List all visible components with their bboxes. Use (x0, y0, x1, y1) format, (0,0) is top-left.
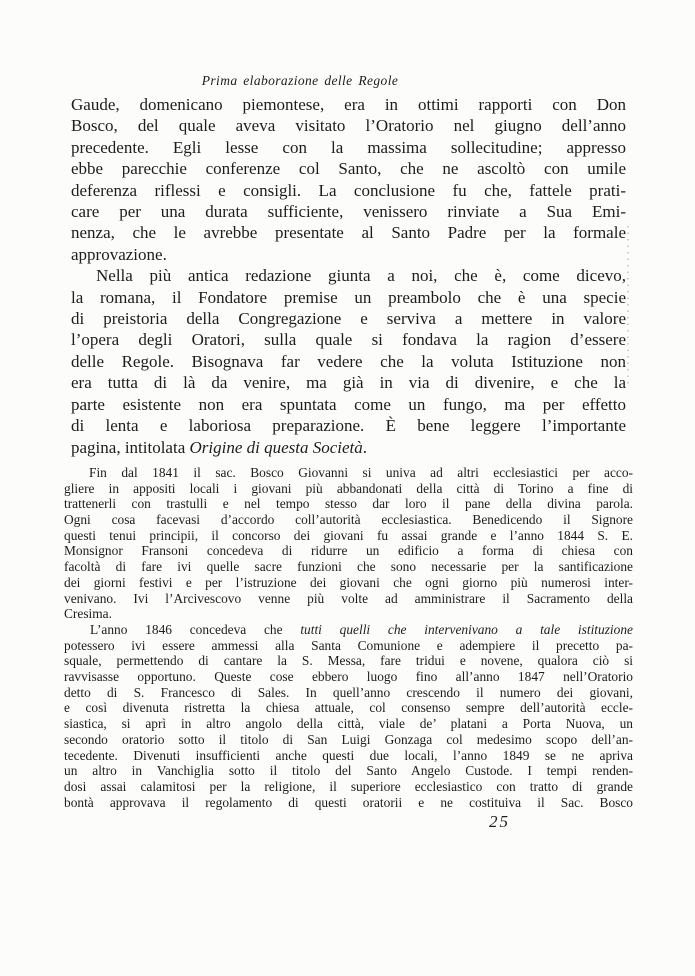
paragraph-2-last-period: . (362, 437, 368, 457)
running-header: Prima elaborazione delle Regole (201, 73, 399, 88)
quote-paragraph-2-italic: tutti quelli che intervenivano a tale istituzione (300, 621, 633, 637)
work-title-italic: Origine di questa Società (189, 437, 363, 457)
paragraph-1 (71, 94, 626, 265)
quote-paragraph-1 (64, 465, 633, 622)
text-line: e così divenuta ristretta la chiesa attuale, col consenso sempre dell’autorità eccle- (64, 700, 633, 716)
text-line: Cresima. (64, 606, 112, 622)
text-line: un altro in Vanchiglia sotto il titolo del Santo Angelo Custode. I tempi renden- (64, 763, 633, 779)
text-line: Ogni cosa facevasi d’accordo coll’autorità ecclesiastica. Benedicendo il Signore (64, 512, 633, 528)
text-line: secondo oratorio sotto il titolo di San Luigi Gonzaga col medesimo scopo dell’an- (64, 731, 633, 747)
text-line: detto di S. Francesco di Sales. In quell’anno crescendo il numero dei giovani, (64, 684, 633, 700)
text-line: Bosco, del quale aveva visitato l’Oratorio nel giugno dell’anno (71, 116, 626, 136)
text-line: squale, permettendo di cantare la S. Messa, fare tridui e novene, qualora ciò si (64, 653, 633, 669)
paragraph-2 (71, 265, 626, 458)
text-line: care per una durata sufficiente, venissero rinviate a Sua Emi- (71, 202, 626, 222)
text-line: approvazione. (71, 244, 167, 264)
text-line: di preistoria della Congregazione e serviva a mettere in valore (71, 309, 626, 329)
page-number: 25 (489, 812, 510, 831)
paragraph-1-lines (71, 94, 626, 244)
quote-paragraph-2-lines (64, 638, 633, 811)
text-line: gliere in appositi locali i giovani più abbandonati della città di Torino a fine di (64, 480, 633, 496)
text-line: Monsignor Fransoni concedeva di ridurre un edificio a forma di chiesa con (64, 543, 633, 559)
text-line: delle Regole. Bisognava far vedere che la voluta Istituzione non (71, 351, 626, 371)
scan-artifact-dotted-line (627, 226, 629, 386)
text-line: potessero ivi essere ammessi alla Santa Comunione e adempiere il precetto pa- (64, 637, 633, 653)
text-line: l’opera degli Oratori, sulla quale si fondava la ragion d’essere (71, 330, 626, 350)
text-line: Nella più antica redazione giunta a noi, che è, come dicevo, (96, 266, 626, 286)
text-line: parte esistente non era spuntata come un fungo, ma per effetto (71, 394, 626, 414)
text-line: questi tenui principii, il concorso dei giovani fu assai grande e l’anno 1844 S. E. (64, 527, 633, 543)
text-line: nenza, che le avrebbe presentate al Santo Padre per la formale (71, 223, 626, 243)
text-line: tecedente. Divenuti insufficienti anche questi due locali, l’anno 1849 se ne apriva (64, 747, 633, 763)
text-line: Gaude, domenicano piemontese, era in ottimi rapporti con Don (71, 95, 626, 114)
text-line: bontà approvava il regolamento di questi oratorii e ne costituiva il Sac. Bosco (64, 794, 633, 810)
text-line: la romana, il Fondatore premise un preambolo che è una specie (71, 287, 626, 307)
paragraph-2-lines (71, 265, 626, 436)
text-line: precedente. Egli lesse con la massima sollecitudine; appresso (71, 137, 626, 157)
text-line: deferenza riflessi e consigli. La conclusione fu che, fattele prati- (71, 180, 626, 200)
quote-paragraph-2-roman: L’anno 1846 concedeva che (90, 621, 301, 637)
paragraph-2-last-roman: pagina, intitolata (71, 437, 190, 457)
text-line: venivano. Ivi l’Arcivescovo venne più volte ad amministrare il Sacramento della (64, 590, 633, 606)
text-line (71, 437, 626, 458)
text-line: dosi assai calamitosi per la religione, il superiore ecclesiastico con tratto di grande (64, 778, 633, 794)
text-line: trattenerli con trastulli e nel tempo stesso dar loro il pane della divina parola. (64, 496, 633, 512)
text-line: facoltà di fare ivi quelle sacre funzioni che sono necessarie per la santificazione (64, 559, 633, 575)
text-line: ebbe parecchie conferenze col Santo, che ne ascoltò con umile (71, 159, 626, 179)
block-quote (64, 465, 633, 810)
quote-paragraph-2 (64, 622, 633, 810)
text-line: Fin dal 1841 il sac. Bosco Giovanni si univa ad altri ecclesiastici per acco- (89, 464, 633, 480)
text-line (64, 622, 633, 638)
quote-paragraph-1-lines (64, 465, 633, 606)
text-line: ravvisasse opportuno. Queste cose ebbero luogo fino all’anno 1847 nell’Oratorio (64, 669, 633, 685)
text-line: dei giorni festivi e per l’istruzione dei giovani che ogni giorno più numerosi inter- (64, 574, 633, 590)
text-block (64, 94, 633, 810)
text-line: era tutta di là da venire, ma già in via di divenire, e che la (71, 373, 626, 393)
text-line: siastica, si aprì in altro angolo della città, viale de’ platani a Porta Nuova, un (64, 716, 633, 732)
text-line: di lenta e laboriosa preparazione. È bene leggere l’importante (71, 416, 626, 436)
